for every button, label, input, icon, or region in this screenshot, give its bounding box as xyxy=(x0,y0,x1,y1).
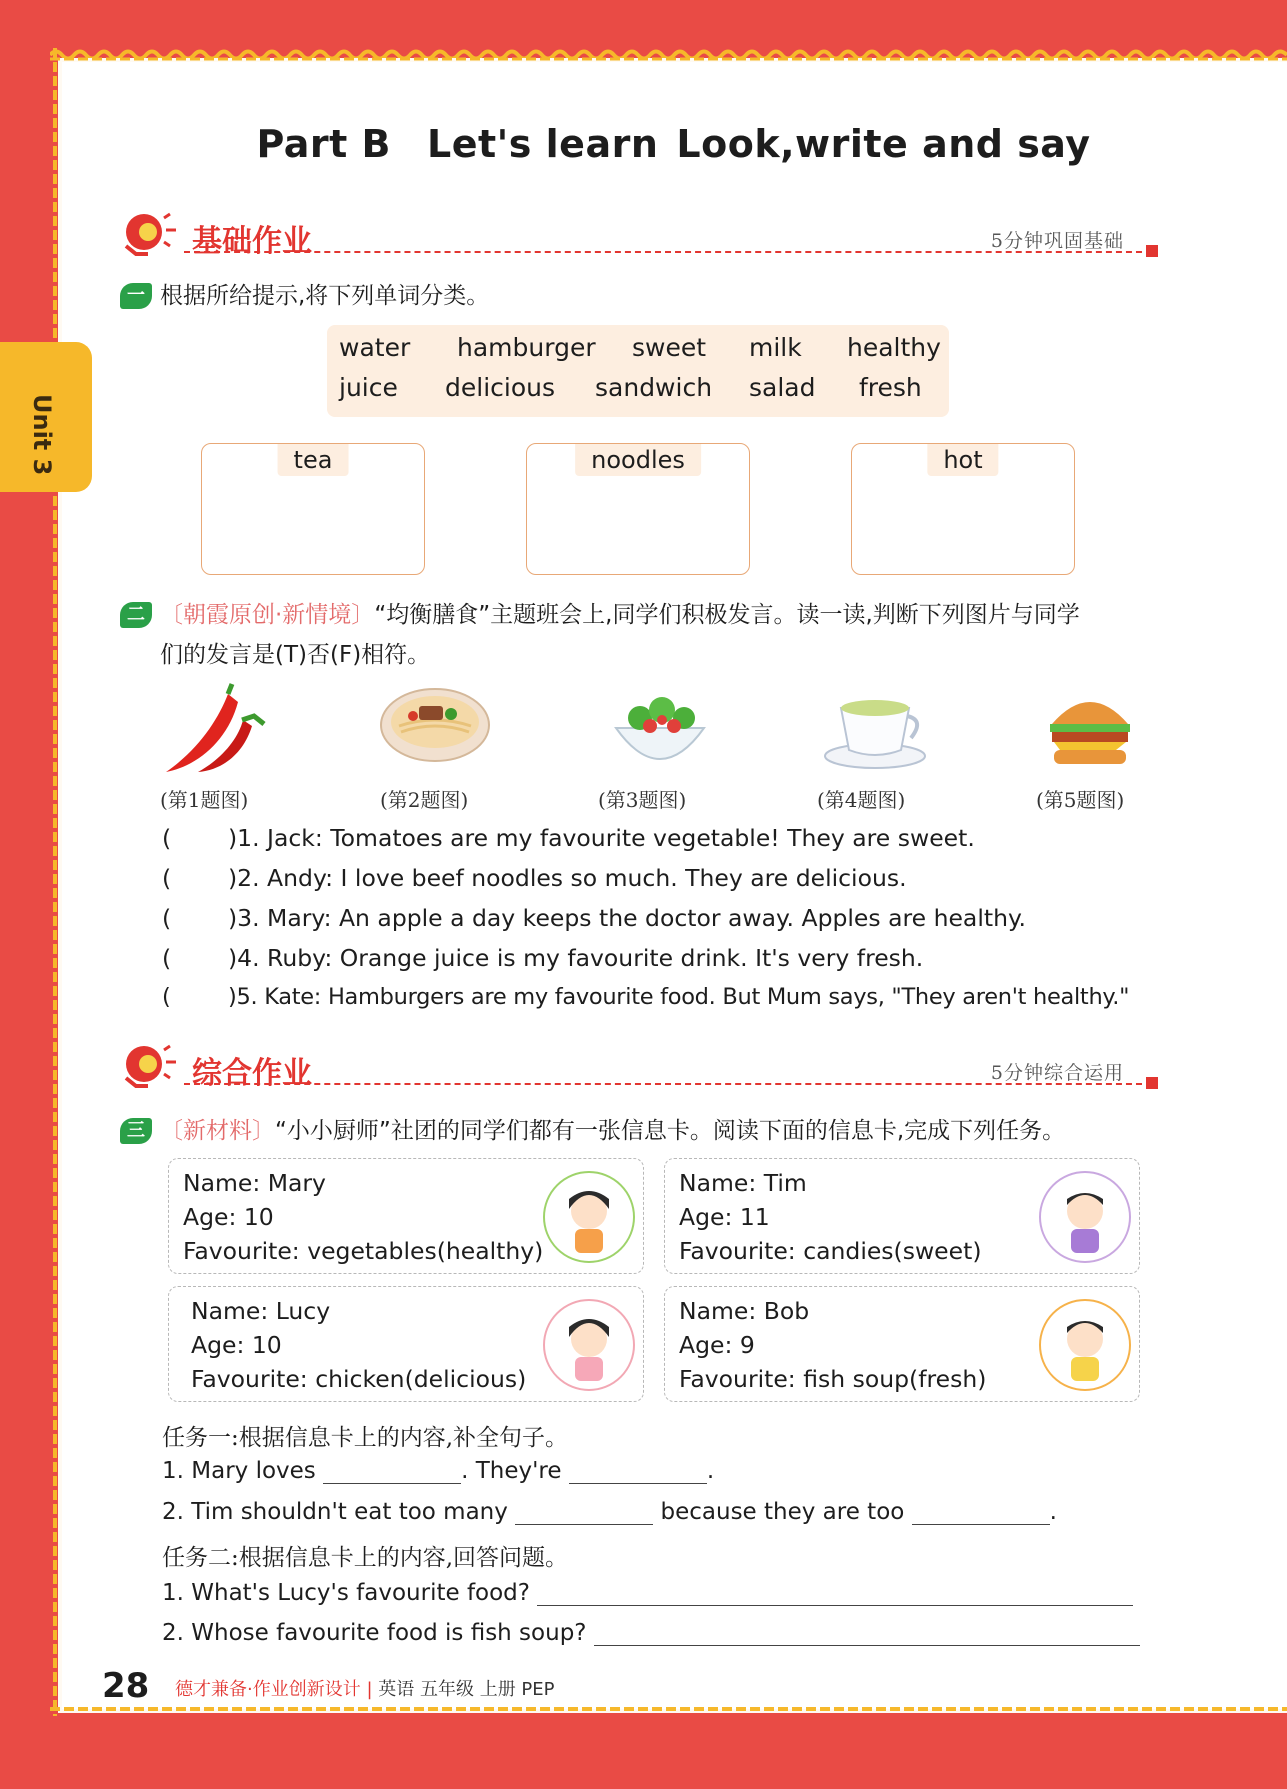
footer-brand: 德才兼备·作业创新设计 xyxy=(175,1679,361,1700)
footer-subject: 英语 五年级 上册 PEP xyxy=(378,1679,555,1700)
wavy-border-left xyxy=(48,48,62,1716)
category-box-noodles[interactable] xyxy=(526,443,750,575)
section-divider xyxy=(184,1083,1152,1085)
section-integrated-header xyxy=(118,1042,1158,1090)
statement-text: )3. Mary: An apple a day keeps the doctor away. Apples are healthy. xyxy=(228,904,1026,932)
boy-avatar xyxy=(1039,1299,1131,1391)
category-label: tea xyxy=(278,444,349,476)
section-hint: 5分钟综合运用 xyxy=(990,1062,1124,1084)
section-divider xyxy=(184,251,1152,253)
card-name: Name: Bob xyxy=(679,1297,810,1325)
wavy-border-top-inner xyxy=(50,52,1287,66)
question-tag: 〔新材料〕 xyxy=(160,1118,275,1144)
salad-bowl-image xyxy=(600,680,720,780)
chili-pepper-image xyxy=(158,680,278,780)
fill-sentence-2: 2. Tim shouldn't eat too many because they are too . xyxy=(162,1499,1057,1525)
word-item: hamburger xyxy=(457,333,596,362)
answer-question-2 xyxy=(162,1620,1140,1646)
question-text: 1. What's Lucy's favourite food? xyxy=(162,1580,530,1606)
instruction-line: “均衡膳食”主题班会上,同学们积极发言。读一读,判断下列图片与同学 xyxy=(374,602,1080,628)
unit-label: Unit 3 xyxy=(28,394,56,476)
category-box-hot[interactable] xyxy=(851,443,1075,575)
girl-avatar xyxy=(543,1171,635,1263)
word-item: fresh xyxy=(859,373,922,402)
card-favourite: Favourite: chicken(delicious) xyxy=(191,1365,527,1393)
beef-noodles-image xyxy=(375,680,495,780)
girl-avatar xyxy=(543,1299,635,1391)
question-instruction xyxy=(160,595,1080,635)
word-item: milk xyxy=(749,333,802,362)
title-activity: Look,write and say xyxy=(676,122,1091,166)
section-basic-header xyxy=(118,210,1158,258)
card-name: Name: Tim xyxy=(679,1169,807,1197)
image-caption: (第4题图) xyxy=(817,788,906,812)
question-instruction: 根据所给提示,将下列单词分类。 xyxy=(160,283,490,309)
statement-text: )2. Andy: I love beef noodles so much. They are delicious. xyxy=(228,864,907,892)
lightbulb-icon xyxy=(118,210,180,258)
task-title: 任务一:根据信息卡上的内容,补全句子。 xyxy=(162,1425,569,1451)
footer-book-info: 德才兼备·作业创新设计 | 英语 五年级 上册 PEP xyxy=(175,1679,555,1700)
instruction-text: “小小厨师”社团的同学们都有一张信息卡。阅读下面的信息卡,完成下列任务。 xyxy=(275,1118,1066,1144)
section-hint: 5分钟巩固基础 xyxy=(990,230,1124,252)
section-label: 基础作业 xyxy=(192,224,312,259)
unit-side-tab xyxy=(0,342,92,492)
title-part: Part B xyxy=(256,122,392,166)
word-item: water xyxy=(339,333,411,362)
answer-line[interactable] xyxy=(537,1581,1133,1606)
boy-avatar xyxy=(1039,1171,1131,1263)
word-item: salad xyxy=(749,373,816,402)
wavy-border-bottom xyxy=(50,1702,1287,1716)
word-item: sweet xyxy=(632,333,707,362)
image-caption: (第1题图) xyxy=(160,788,249,812)
answer-line[interactable] xyxy=(594,1621,1140,1646)
card-name: Name: Mary xyxy=(183,1169,326,1197)
sentence-part: 2. Tim shouldn't eat too many xyxy=(162,1499,508,1525)
question-instruction xyxy=(160,1111,1065,1151)
card-favourite: Favourite: vegetables(healthy) xyxy=(183,1237,544,1265)
info-card-bob xyxy=(664,1286,1140,1402)
category-label: noodles xyxy=(575,444,701,476)
info-card-mary xyxy=(168,1158,644,1274)
page-title xyxy=(0,122,1287,166)
answer-blank[interactable] xyxy=(569,1459,707,1484)
card-age: Age: 10 xyxy=(191,1331,282,1359)
answer-blank[interactable] xyxy=(912,1500,1050,1525)
answer-blank[interactable] xyxy=(515,1500,653,1525)
question-number: 三 xyxy=(120,1118,152,1144)
fill-sentence-1: 1. Mary loves . They're . xyxy=(162,1458,715,1484)
statement-text: )1. Jack: Tomatoes are my favourite vegetable! They are sweet. xyxy=(228,824,975,852)
category-box-tea[interactable] xyxy=(201,443,425,575)
word-bank xyxy=(327,325,949,417)
image-caption: (第3题图) xyxy=(598,788,687,812)
statement-text: )5. Kate: Hamburgers are my favourite food. But Mum says, "They aren't healthy." xyxy=(228,984,1130,1010)
answer-question-1 xyxy=(162,1580,1133,1606)
section-label: 综合作业 xyxy=(192,1056,312,1091)
sentence-part: . They're xyxy=(461,1458,562,1484)
divider-end-mark xyxy=(1146,245,1158,257)
sentence-part: because they are too xyxy=(660,1499,905,1525)
judgement-statement[interactable]: ( )3. Mary: An apple a day keeps the doctor away. Apples are healthy. xyxy=(162,904,1026,932)
word-item: sandwich xyxy=(595,373,713,402)
image-caption: (第2题图) xyxy=(380,788,469,812)
page-number: 28 xyxy=(102,1666,150,1706)
category-label: hot xyxy=(927,444,998,476)
info-card-tim xyxy=(664,1158,1140,1274)
judgement-statement[interactable]: ( )4. Ruby: Orange juice is my favourite drink. It's very fresh. xyxy=(162,944,924,972)
image-caption: (第5题图) xyxy=(1036,788,1125,812)
question-tag: 〔朝霞原创·新情境〕 xyxy=(160,602,375,628)
card-age: Age: 10 xyxy=(183,1203,274,1231)
lightbulb-icon xyxy=(118,1042,180,1090)
card-favourite: Favourite: fish soup(fresh) xyxy=(679,1365,987,1393)
instruction-line: 们的发言是(T)否(F)相符。 xyxy=(160,642,431,668)
card-favourite: Favourite: candies(sweet) xyxy=(679,1237,982,1265)
card-age: Age: 11 xyxy=(679,1203,770,1231)
hamburger-image xyxy=(1030,680,1150,780)
word-item: juice xyxy=(339,373,398,402)
title-lesson: Let's learn xyxy=(427,122,659,166)
judgement-statement[interactable]: ( )1. Jack: Tomatoes are my favourite vegetable! They are sweet. xyxy=(162,824,975,852)
judgement-statement[interactable]: ( )5. Kate: Hamburgers are my favourite food. But Mum says, "They aren't healthy." xyxy=(162,984,1130,1010)
question-text: 2. Whose favourite food is fish soup? xyxy=(162,1620,587,1646)
question-number: 二 xyxy=(120,602,152,628)
task-title: 任务二:根据信息卡上的内容,回答问题。 xyxy=(162,1545,569,1571)
answer-blank[interactable] xyxy=(323,1459,461,1484)
word-item: healthy xyxy=(847,333,941,362)
word-item: delicious xyxy=(445,373,555,402)
tea-cup-image xyxy=(815,680,935,780)
card-age: Age: 9 xyxy=(679,1331,755,1359)
divider-end-mark xyxy=(1146,1077,1158,1089)
statement-text: )4. Ruby: Orange juice is my favourite drink. It's very fresh. xyxy=(228,944,924,972)
judgement-statement[interactable]: ( )2. Andy: I love beef noodles so much. They are delicious. xyxy=(162,864,907,892)
info-card-lucy xyxy=(168,1286,644,1402)
card-name: Name: Lucy xyxy=(191,1297,331,1325)
question-number: 一 xyxy=(120,283,152,309)
sentence-part: 1. Mary loves xyxy=(162,1458,316,1484)
